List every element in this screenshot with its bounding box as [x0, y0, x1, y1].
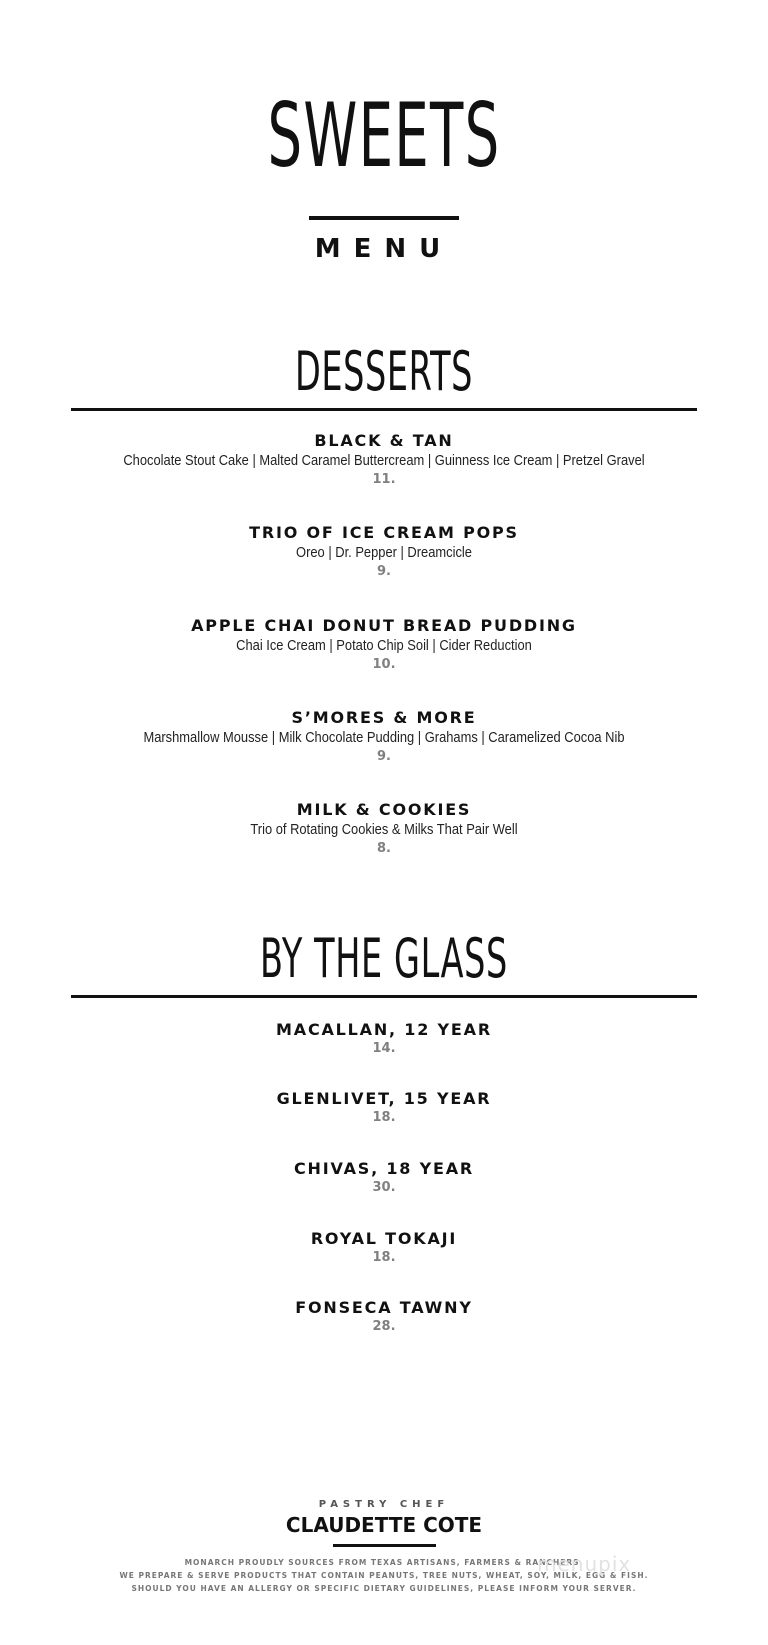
glass-name: ROYAL TOKAJI [310, 1229, 458, 1248]
dessert-name: APPLE CHAI DONUT BREAD PUDDING [191, 616, 577, 635]
dessert-price: 8. [377, 841, 391, 856]
watermark: menupix [537, 1552, 632, 1576]
glass-price: 14. [372, 1041, 396, 1056]
by-the-glass-divider [71, 995, 697, 998]
chef-divider [333, 1544, 436, 1547]
by-the-glass-heading: BY THE GLASS [260, 927, 508, 990]
dessert-price: 9. [377, 749, 391, 764]
dessert-name: MILK & COOKIES [296, 800, 472, 819]
glass-price: 28. [372, 1319, 396, 1334]
glass-name: GLENLIVET, 15 YEAR [276, 1089, 492, 1108]
dessert-description: Marshmallow Mousse | Milk Chocolate Pudding | Grahams | Caramelized Cocoa Nib [143, 729, 625, 746]
desserts-divider [71, 408, 697, 411]
footnote-sourcing: MONARCH PROUDLY SOURCES FROM TEXAS ARTISANS, FARMERS & RANCHERS. [184, 1558, 584, 1567]
glass-name: FONSECA TAWNY [295, 1298, 473, 1317]
dessert-name: S’MORES & MORE [291, 708, 477, 727]
glass-name: CHIVAS, 18 YEAR [294, 1159, 474, 1178]
glass-name: MACALLAN, 12 YEAR [276, 1020, 492, 1039]
dessert-description: Chocolate Stout Cake | Malted Caramel Buttercream | Guinness Ice Cream | Pretzel Gravel [123, 452, 645, 469]
dessert-description: Trio of Rotating Cookies & Milks That Pair Well [250, 821, 518, 838]
dessert-description: Chai Ice Cream | Potato Chip Soil | Cider Reduction [236, 637, 532, 654]
glass-price: 18. [372, 1250, 396, 1265]
dessert-description: Oreo | Dr. Pepper | Dreamcicle [296, 544, 472, 561]
dessert-price: 11. [372, 472, 396, 487]
footnote-dietary: SHOULD YOU HAVE AN ALLERGY OR SPECIFIC DIETARY GUIDELINES, PLEASE INFORM YOUR SERVER. [131, 1584, 637, 1593]
desserts-heading: DESSERTS [294, 340, 474, 403]
menu-subtitle: MENU [314, 234, 454, 264]
dessert-name: BLACK & TAN [314, 431, 454, 450]
chef-name: CLAUDETTE COTE [285, 1513, 483, 1537]
dessert-price: 9. [377, 564, 391, 579]
menu-title: SWEETS [267, 84, 501, 187]
chef-label: PASTRY CHEF [318, 1499, 450, 1510]
title-divider [309, 216, 459, 220]
glass-price: 18. [372, 1110, 396, 1125]
dessert-price: 10. [372, 657, 396, 672]
glass-price: 30. [372, 1180, 396, 1195]
dessert-name: TRIO OF ICE CREAM POPS [249, 523, 519, 542]
footnote-allergens: WE PREPARE & SERVE PRODUCTS THAT CONTAIN PEANUTS, TREE NUTS, WHEAT, SOY, MILK, EGG & FISH. [119, 1571, 649, 1580]
